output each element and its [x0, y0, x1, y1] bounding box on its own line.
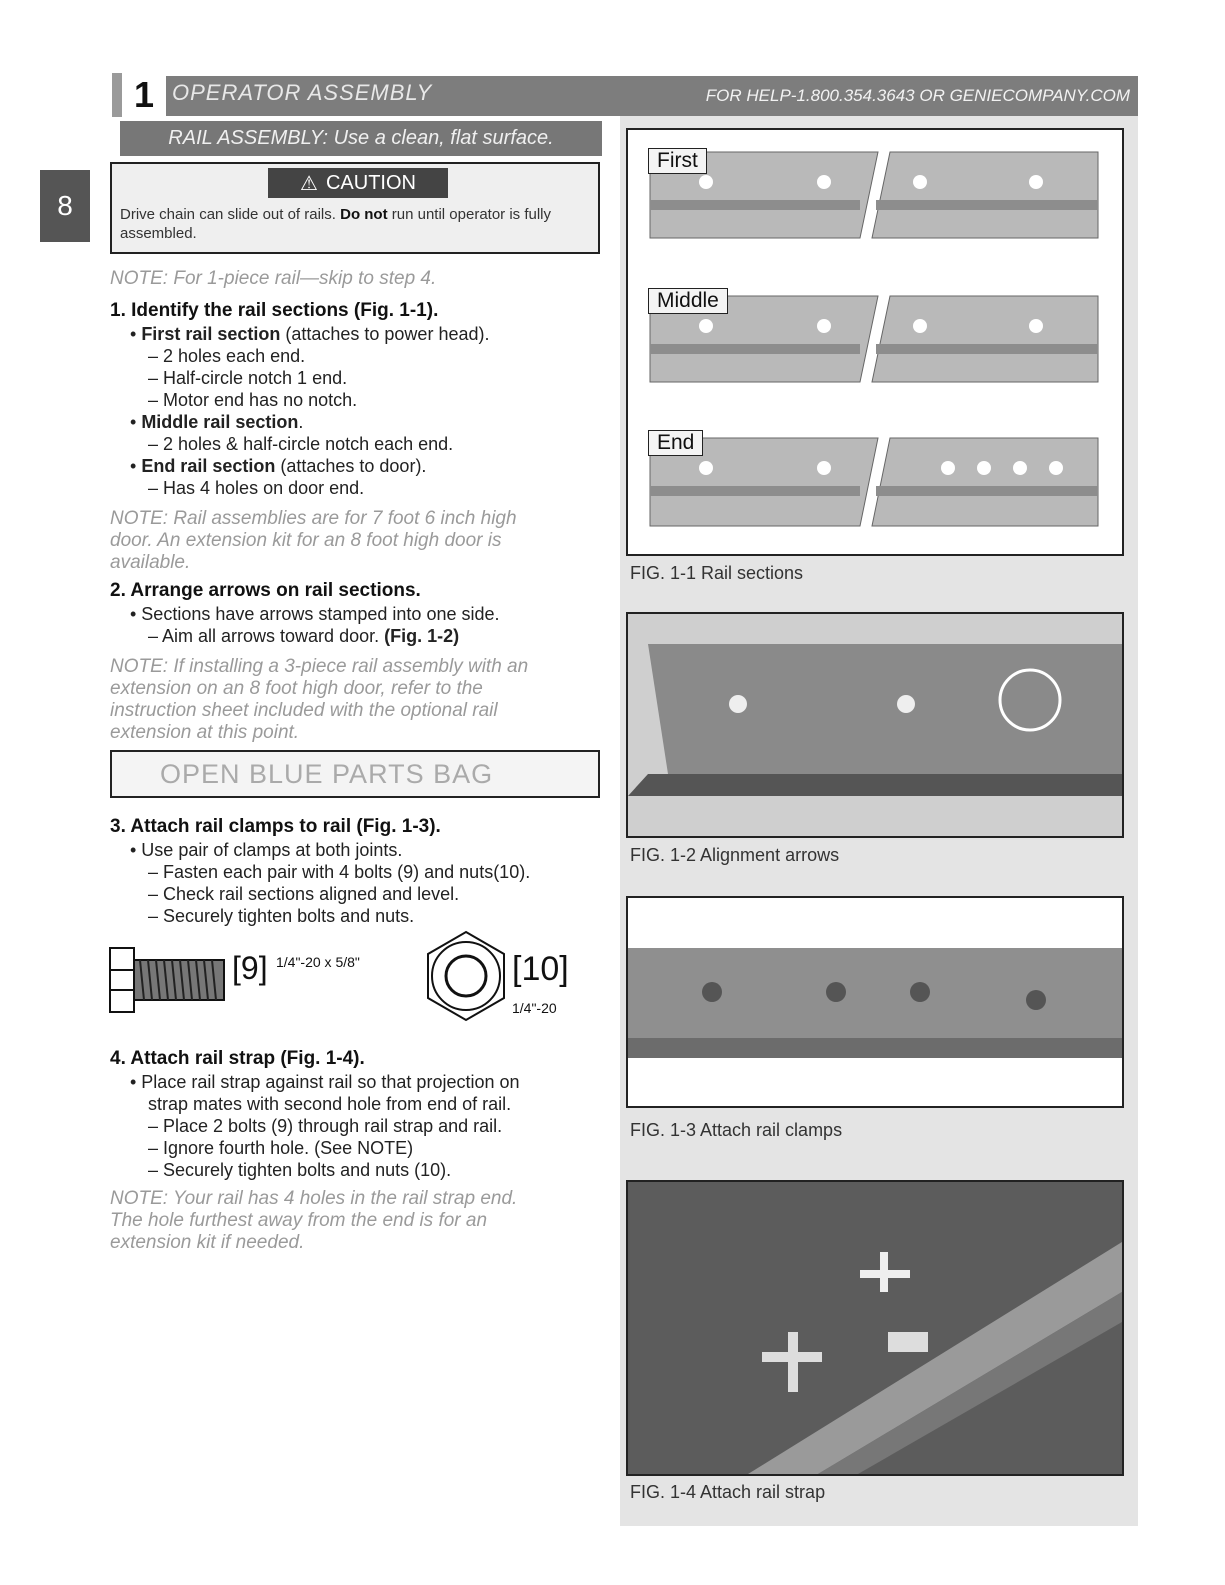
caution-text-post: run until operator is fully assembled.	[120, 206, 552, 242]
caution-text-pre: Drive chain can slide out of rails.	[120, 206, 341, 223]
open-blue-parts-bag: OPEN BLUE PARTS BAG	[110, 750, 600, 798]
step2-line: • Sections have arrows stamped into one side.	[130, 604, 500, 624]
step4-item: – Securely tighten bolts and nuts (10).	[148, 1160, 452, 1180]
note-extension: extension at this point.	[110, 722, 300, 743]
step4-item: strap mates with second hole from end of rail.	[148, 1094, 512, 1114]
fig-1-2-caption: FIG. 1-2 Alignment arrows	[630, 845, 840, 865]
caution-label-text: CAUTION	[325, 171, 416, 194]
fig-1-1-rail-sections	[626, 128, 1124, 556]
rail-assembly-banner: RAIL ASSEMBLY: Use a clean, flat surface.	[120, 121, 602, 156]
note-extension: instruction sheet included with the optional rail	[110, 700, 498, 721]
alignment-arrows-photo	[628, 614, 1122, 836]
note-rail-height: available.	[110, 552, 191, 573]
note-rail-height: NOTE: Rail assemblies are for 7 foot 6 inch high	[110, 508, 517, 529]
bolt-size: 1/4"-20 x 5/8"	[276, 954, 360, 970]
fig-1-1-caption: FIG. 1-1 Rail sections	[630, 563, 804, 583]
step4-item: – Ignore fourth hole. (See NOTE)	[148, 1138, 414, 1158]
warning-icon: ⚠	[300, 172, 318, 195]
bullet: •	[130, 324, 142, 344]
bullet: •	[130, 456, 142, 476]
step3-item: – Fasten each pair with 4 bolts (9) and nuts(10).	[148, 862, 531, 882]
note-strap-holes: The hole furthest away from the end is for an	[110, 1210, 488, 1231]
note-rail-height: door. An extension kit for an 8 foot high door is	[110, 530, 502, 551]
step1-first-item: – Half-circle notch 1 end.	[148, 368, 348, 388]
step1-end-bold: End rail section	[141, 456, 276, 476]
step1-first	[130, 324, 489, 345]
caution-text	[120, 205, 594, 243]
step1-middle-rest: .	[298, 412, 304, 432]
help-line: FOR HELP-1.800.354.3643 OR GENIECOMPANY.COM	[705, 86, 1130, 105]
step1-middle	[130, 412, 303, 433]
bullet: •	[130, 412, 142, 432]
nut-size: 1/4"-20	[512, 1000, 557, 1016]
step2-title: 2. Arrange arrows on rail sections.	[110, 580, 421, 601]
fig-label-middle: Middle	[648, 288, 728, 314]
page-number-tab: 8	[40, 170, 90, 242]
step2-line2-pre: – Aim all arrows toward door.	[148, 626, 385, 646]
note-strap-holes: extension kit if needed.	[110, 1232, 305, 1253]
step1-middle-item: – 2 holes & half-circle notch each end.	[148, 434, 454, 454]
nut-part-number: [10]	[512, 950, 569, 988]
fig-label-first: First	[648, 148, 707, 174]
section-title: OPERATOR ASSEMBLY	[172, 80, 433, 105]
step3-item: • Use pair of clamps at both joints.	[130, 840, 403, 860]
fig-label-end: End	[648, 430, 703, 456]
step1-first-rest: (attaches to power head).	[280, 324, 490, 344]
rail-clamps-photo	[628, 898, 1122, 1106]
note-extension: NOTE: If installing a 3-piece rail assembly with an	[110, 656, 529, 677]
rail-strap-photo	[628, 1182, 1122, 1474]
step4-title: 4. Attach rail strap (Fig. 1-4).	[110, 1048, 365, 1069]
bolt-part-number: [9]	[232, 950, 268, 986]
step2-line	[148, 626, 459, 647]
rail-sections-illustration	[628, 130, 1122, 554]
fig-1-4-caption: FIG. 1-4 Attach rail strap	[630, 1482, 826, 1502]
step3-title: 3. Attach rail clamps to rail (Fig. 1-3).	[110, 816, 441, 837]
step1-middle-bold: Middle rail section	[141, 412, 299, 432]
fig-1-3-attach-rail-clamps	[626, 896, 1124, 1108]
nut-icon	[418, 928, 514, 1024]
note-strap-holes: NOTE: Your rail has 4 holes in the rail strap end.	[110, 1188, 518, 1209]
caution-text-bold: Do not	[340, 206, 388, 223]
caution-label	[268, 168, 448, 198]
fig-1-2-alignment-arrows	[626, 612, 1124, 838]
step1-end-item: – Has 4 holes on door end.	[148, 478, 365, 498]
step4-item: • Place rail strap against rail so that projection on	[130, 1072, 520, 1092]
step3-item: – Securely tighten bolts and nuts.	[148, 906, 415, 926]
step1-first-item: – 2 holes each end.	[148, 346, 306, 366]
step1-title: 1. Identify the rail sections (Fig. 1-1).	[110, 300, 439, 321]
step4-item: – Place 2 bolts (9) through rail strap and rail.	[148, 1116, 503, 1136]
step1-first-bold: First rail section	[141, 324, 281, 344]
step1-end	[130, 456, 426, 477]
note-one-piece: NOTE: For 1-piece rail—skip to step 4.	[110, 268, 437, 289]
bolt-icon	[108, 940, 228, 1020]
fig-1-3-caption: FIG. 1-3 Attach rail clamps	[630, 1120, 843, 1140]
section-number: 1	[112, 73, 166, 117]
step2-line2-bold: (Fig. 1-2)	[384, 626, 460, 646]
fig-1-4-attach-rail-strap	[626, 1180, 1124, 1476]
step1-end-rest: (attaches to door).	[275, 456, 427, 476]
step1-first-item: – Motor end has no notch.	[148, 390, 358, 410]
note-extension: extension on an 8 foot high door, refer to the	[110, 678, 483, 699]
step3-item: – Check rail sections aligned and level.	[148, 884, 460, 904]
